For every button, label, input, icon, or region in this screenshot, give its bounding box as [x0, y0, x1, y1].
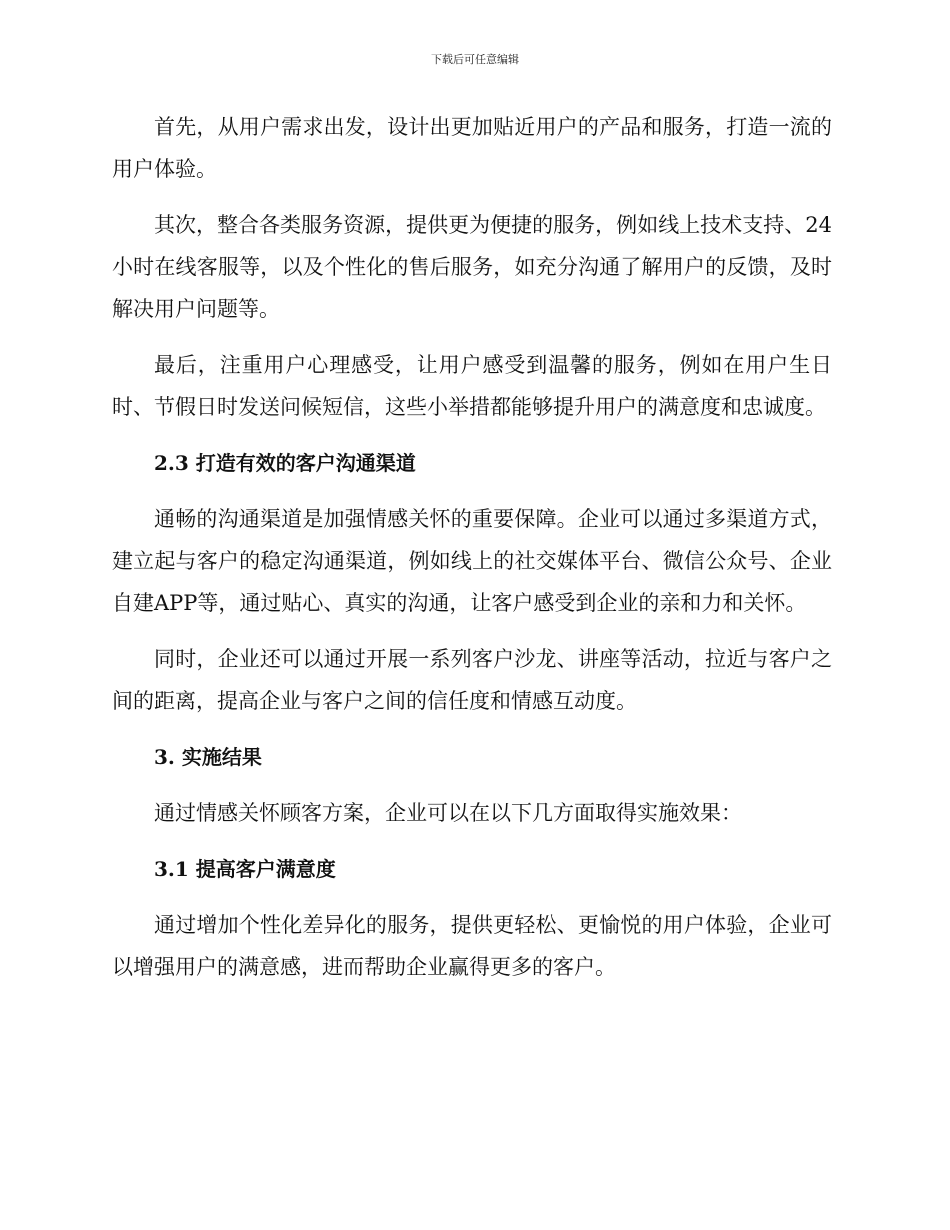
section-heading-2-3: 2.3 打造有效的客户沟通渠道 — [154, 451, 416, 475]
paragraph-satisfaction: 通过增加个性化差异化的服务，提供更轻松、更愉悦的用户体验，企业可以增强用户的满意感，进而帮助企业赢得更多的客户。 — [112, 913, 832, 979]
section-heading-3: 3. 实施结果 — [154, 745, 262, 769]
paragraph-communication-channels: 通畅的沟通渠道是加强情感关怀的重要保障。企业可以通过多渠道方式，建立起与客户的稳定沟通渠道，例如线上的社交媒体平台、微信公众号、企业自建APP等，通过贴心、真实的沟通，让客户感受到企业的亲和力和关怀。 — [112, 507, 832, 615]
section-heading-3-1: 3.1 提高客户满意度 — [154, 857, 336, 881]
paragraph-user-psychology: 最后，注重用户心理感受，让用户感受到温馨的服务，例如在用户生日时、节假日时发送问候短信，这些小举措都能够提升用户的满意度和忠诚度。 — [112, 353, 832, 419]
paragraph-user-experience: 首先，从用户需求出发，设计出更加贴近用户的产品和服务，打造一流的用户体验。 — [112, 115, 832, 181]
paragraph-results-intro: 通过情感关怀顾客方案，企业可以在以下几方面取得实施效果： — [154, 801, 742, 825]
page-header: 下载后可任意编辑 — [431, 53, 519, 66]
document-body — [112, 106, 832, 1002]
paragraph-service-resources: 其次，整合各类服务资源，提供更为便捷的服务，例如线上技术支持、24小时在线客服等，以及个性化的售后服务，如充分沟通了解用户的反馈，及时解决用户问题等。 — [112, 213, 832, 321]
paragraph-customer-activities: 同时，企业还可以通过开展一系列客户沙龙、讲座等活动，拉近与客户之间的距离，提高企业与客户之间的信任度和情感互动度。 — [112, 647, 832, 713]
